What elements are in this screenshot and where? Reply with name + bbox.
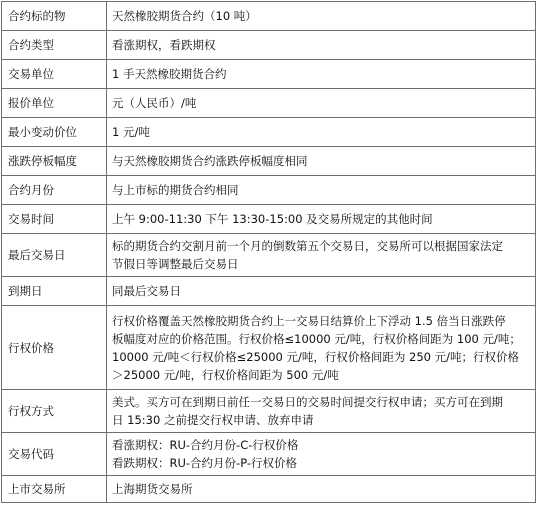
- row-value: [107, 433, 536, 476]
- row-label: 最后交易日: [2, 234, 107, 277]
- row-label: 交易时间: [2, 205, 107, 234]
- row-value: [107, 234, 536, 277]
- row-label: 行权方式: [2, 390, 107, 433]
- value-line: 标的期货合约交割月前一个月的倒数第五个交易日，交易所可以根据国家法定: [112, 239, 503, 253]
- row-value: [107, 306, 536, 390]
- table-row: [2, 433, 536, 476]
- row-label: 交易代码: [2, 433, 107, 476]
- contract-spec-table: [1, 1, 536, 503]
- row-value: 天然橡胶期货合约（10 吨）: [107, 2, 536, 31]
- row-label: 涨跌停板幅度: [2, 147, 107, 176]
- value-line: 板幅度对应的价格范围。行权价格≤10000 元/吨，行权价格间距为 100 元/吨；: [112, 331, 521, 346]
- row-value: 同最后交易日: [107, 277, 536, 306]
- value-line: 节假日等调整最后交易日: [112, 257, 239, 271]
- row-label: 行权价格: [2, 306, 107, 390]
- table-row: [2, 390, 536, 433]
- value-line: ＞25000 元/吨，行权价格间距为 500 元/吨: [112, 367, 339, 382]
- row-label: 上市交易所: [2, 476, 107, 503]
- table-row: [2, 31, 536, 60]
- row-value: 元（人民币）/吨: [107, 89, 536, 118]
- value-line: 美式。买方可在到期日前任一交易日的交易时间提交行权申请；买方可在到期: [112, 395, 503, 409]
- value-line: 看跌期权：RU-合约月份-P-行权价格: [112, 456, 298, 470]
- table-row: [2, 118, 536, 147]
- value-line: 10000 元/吨＜行权价格≤25000 元/吨，行权价格间距为 250 元/吨；行权价格: [112, 349, 519, 364]
- row-value: 1 元/吨: [107, 118, 536, 147]
- row-label: 合约月份: [2, 176, 107, 205]
- table-row: [2, 476, 536, 503]
- table-row: [2, 147, 536, 176]
- table-row: [2, 60, 536, 89]
- row-value: 上海期货交易所: [107, 476, 536, 503]
- row-label: 交易单位: [2, 60, 107, 89]
- value-line: 日 15:30 之前提交行权申请、放弃申请: [112, 413, 314, 427]
- row-value: [107, 390, 536, 433]
- row-label: 到期日: [2, 277, 107, 306]
- row-label: 合约标的物: [2, 2, 107, 31]
- row-value: 与天然橡胶期货合约涨跌停板幅度相同: [107, 147, 536, 176]
- value-line: 行权价格覆盖天然橡胶期货合约上一交易日结算价上下浮动 1.5 倍当日涨跌停: [112, 313, 506, 328]
- table-row: [2, 205, 536, 234]
- table-row: [2, 2, 536, 31]
- row-value: 1 手天然橡胶期货合约: [107, 60, 536, 89]
- row-value: 看涨期权，看跌期权: [107, 31, 536, 60]
- row-label: 报价单位: [2, 89, 107, 118]
- table-row: [2, 234, 536, 277]
- table-row: [2, 89, 536, 118]
- row-label: 最小变动价位: [2, 118, 107, 147]
- table-row: [2, 176, 536, 205]
- value-line: 看涨期权：RU-合约月份-C-行权价格: [112, 438, 299, 452]
- row-value: 上午 9:00-11:30 下午 13:30-15:00 及交易所规定的其他时间: [107, 205, 536, 234]
- table-row: [2, 277, 536, 306]
- row-label: 合约类型: [2, 31, 107, 60]
- table-row: [2, 306, 536, 390]
- row-value: 与上市标的期货合约相同: [107, 176, 536, 205]
